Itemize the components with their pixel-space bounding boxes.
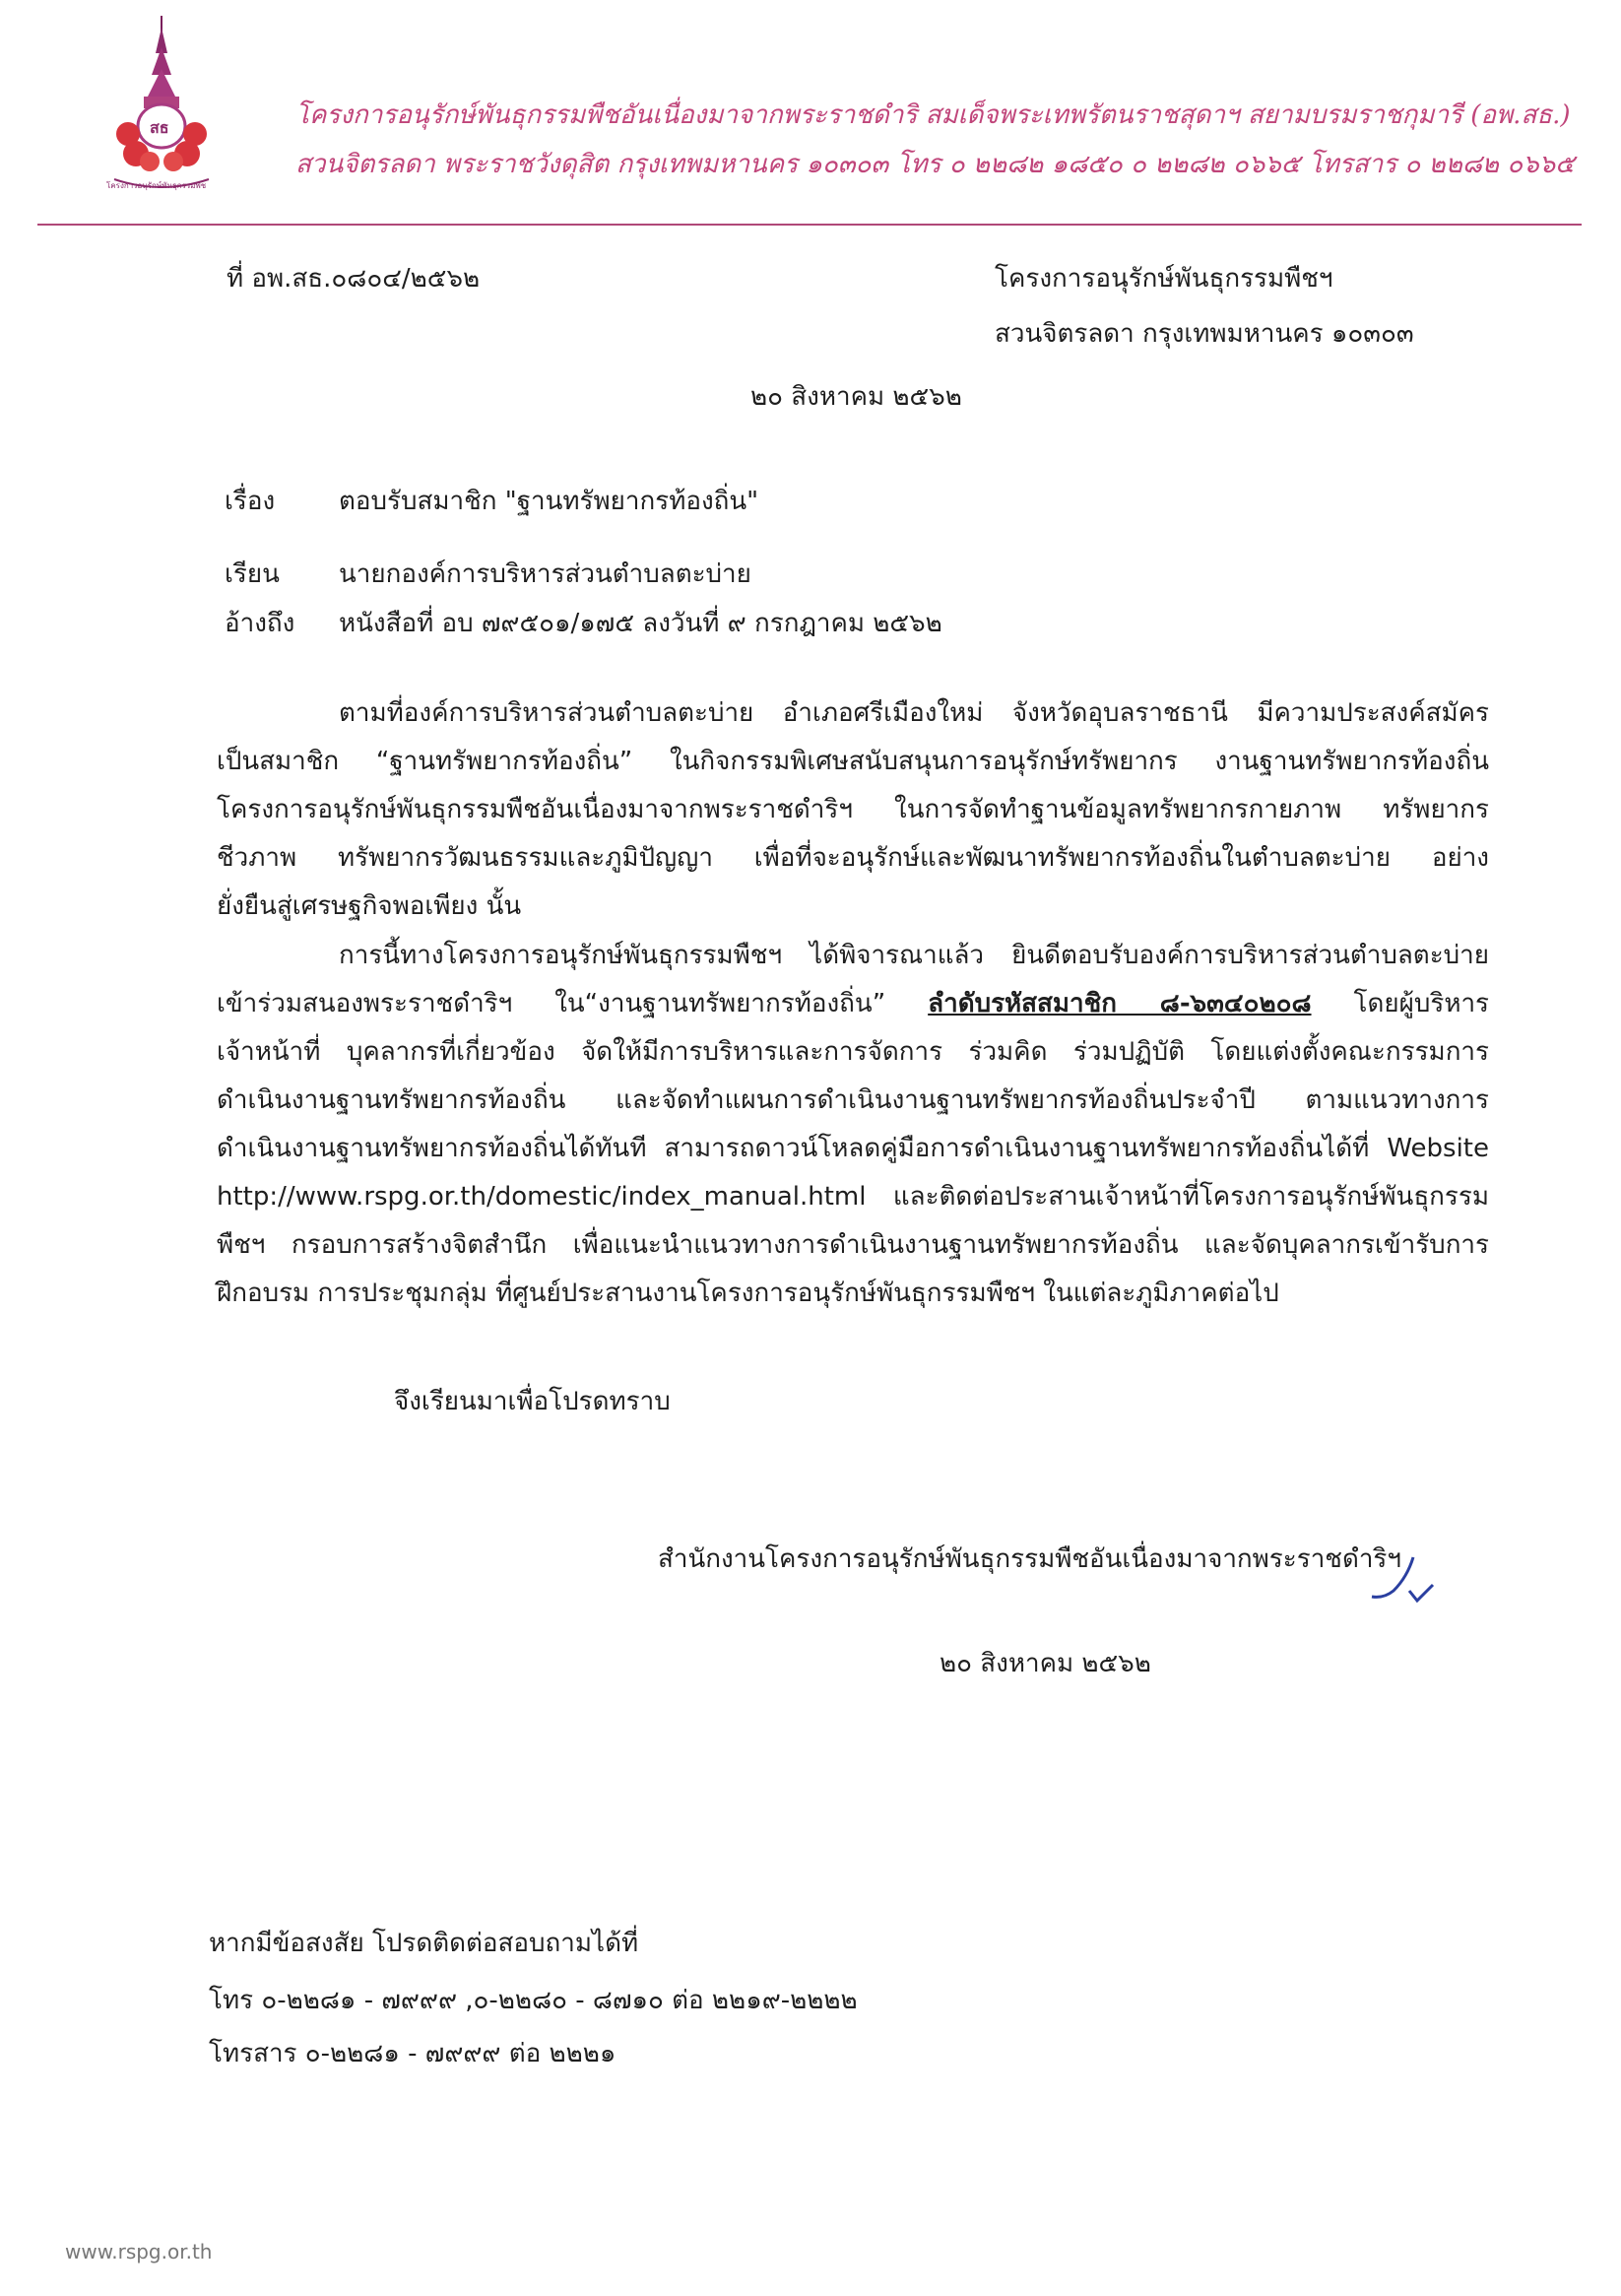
sender-line1: โครงการอนุรักษ์พันธุกรรมพืชฯ [995,264,1333,294]
closing-text: จึงเรียนมาเพื่อโปรดทราบ [394,1387,671,1416]
signature-mark-icon [1364,1551,1443,1610]
recipient-label: เรียน [225,559,280,589]
reference-label: อ้างถึง [225,609,295,638]
subject-label: เรื่อง [225,487,276,516]
letterhead-line1: โครงการอนุรักษ์พันธุกรรมพืชอันเนื่องมาจากพระราชดำริ สมเด็จพระเทพรัตนราชสุดาฯ สยามบรมราชกุมารี (อพ.สธ.) [295,100,1571,130]
contact-heading: หากมีข้อสงสัย โปรดติดต่อสอบถามได้ที่ [209,1929,639,1958]
member-code: ลำดับรหัสสมาชิก ๘-๖๓๔๐๒๐๘ [928,989,1312,1018]
logo-caption: โครงการอนุรักษ์พันธุกรรมพืช [106,181,207,190]
paragraph-line: ตามที่องค์การบริหารส่วนตำบลตะบ่าย อำเภอศรีเมืองใหม่ จังหวัดอุบลราชธานี มีความประสงค์สมัคร [339,698,1489,728]
paragraph-line: ชีวภาพ ทรัพยากรวัฒนธรรมและภูมิปัญญา เพื่อที่จะอนุรักษ์และพัฒนาทรัพยากรท้องถิ่นในตำบลตะบ่าย อย่าง [217,843,1489,873]
body-paragraph-2 [217,932,1489,1318]
sender-line2: สวนจิตรลดา กรุงเทพมหานคร ๑๐๓๐๓ [995,319,1414,349]
paragraph-line: พืชฯ กรอบการสร้างจิตสำนึก เพื่อแนะนำแนวทางการดำเนินงานฐานทรัพยากรท้องถิ่น และจัดบุคลากรเข้ารับการ [217,1230,1489,1260]
letterhead-divider [37,224,1582,226]
paragraph-line: ดำเนินงานฐานทรัพยากรท้องถิ่น และจัดทำแผนการดำเนินงานฐานทรัพยากรท้องถิ่นประจำปี ตามแนวทางการ [217,1085,1489,1115]
signature-date: ๒๐ สิงหาคม ๒๕๖๒ [940,1649,1151,1678]
paragraph-line: การนี้ทางโครงการอนุรักษ์พันธุกรรมพืชฯ ได้พิจารณาแล้ว ยินดีตอบรับองค์การบริหารส่วนตำบลตะบ่าย [339,941,1489,970]
paragraph-line: เป็นสมาชิก “ฐานทรัพยากรท้องถิ่น” ในกิจกรรมพิเศษสนับสนุนการอนุรักษ์ทรัพยากร งานฐานทรัพยากรท้องถิ่น [217,747,1489,776]
letterhead-logo [106,14,217,193]
signature-office: สำนักงานโครงการอนุรักษ์พันธุกรรมพืชอันเนื่องมาจากพระราชดำริฯ [658,1544,1401,1574]
contact-phone: โทร ๐-๒๒๘๑ - ๗๙๙๙ ,๐-๒๒๘๐ - ๘๗๑๐ ต่อ ๒๒๑๙-๒๒๒๒ [209,1986,858,2015]
paragraph-line [217,980,1489,1028]
paragraph-segment: โดยผู้บริหาร [1353,989,1490,1018]
body-paragraph-1 [217,689,1489,931]
letterhead-line2: สวนจิตรลดา พระราชวังดุสิต กรุงเทพมหานคร ๑๐๓๐๓ โทร ๐ ๒๒๘๒ ๑๘๕๐ ๐ ๒๒๘๒ ๐๖๖๕ โทรสาร ๐ ๒๒๘๒ ๐๖๖๕ [295,150,1575,179]
reference-number: ที่ อพ.สธ.๐๘๐๔/๒๕๖๒ [227,264,481,294]
logo-emblem-text: สธ [150,118,169,137]
reference-text: หนังสือที่ อบ ๗๙๕๐๑/๑๗๕ ลงวันที่ ๙ กรกฎาคม ๒๕๖๒ [339,609,942,638]
paragraph-line: http://www.rspg.or.th/domestic/index_manual.html และติดต่อประสานเจ้าหน้าที่โครงการอนุรักษ์พันธุกรรม [217,1182,1489,1212]
paragraph-line: ดำเนินงานฐานทรัพยากรท้องถิ่นได้ทันที สามารถดาวน์โหลดคู่มือการดำเนินงานฐานทรัพยากรท้องถิ่นได้ที่ Website [217,1134,1489,1163]
paragraph-line: โครงการอนุรักษ์พันธุกรรมพืชอันเนื่องมาจากพระราชดำริฯ ในการจัดทำฐานข้อมูลทรัพยากรกายภาพ ทรัพยากร [217,795,1489,824]
recipient-text: นายกองค์การบริหารส่วนตำบลตะบ่าย [339,559,751,589]
paragraph-line: เจ้าหน้าที่ บุคลากรที่เกี่ยวข้อง จัดให้มีการบริหารและการจัดการ ร่วมคิด ร่วมปฏิบัติ โดยแต่งตั้งคณะกรรมการ [217,1037,1489,1067]
subject-text: ตอบรับสมาชิก "ฐานทรัพยากรท้องถิ่น" [339,487,759,516]
contact-fax: โทรสาร ๐-๒๒๘๑ - ๗๙๙๙ ต่อ ๒๒๒๑ [209,2039,616,2068]
paragraph-line: ฝึกอบรม การประชุมกลุ่ม ที่ศูนย์ประสานงานโครงการอนุรักษ์พันธุกรรมพืชฯ ในแต่ละภูมิภาคต่อไป [217,1279,1279,1308]
letter-date: ๒๐ สิงหาคม ๒๕๖๒ [750,382,962,412]
royal-emblem-icon [106,14,217,193]
paragraph-segment: เข้าร่วมสนองพระราชดำริฯ ใน“งานฐานทรัพยากรท้องถิ่น” [217,989,886,1018]
paragraph-line: ยั่งยืนสู่เศรษฐกิจพอเพียง นั้น [217,891,522,921]
footer-website[interactable]: www.rspg.or.th [65,2240,213,2263]
